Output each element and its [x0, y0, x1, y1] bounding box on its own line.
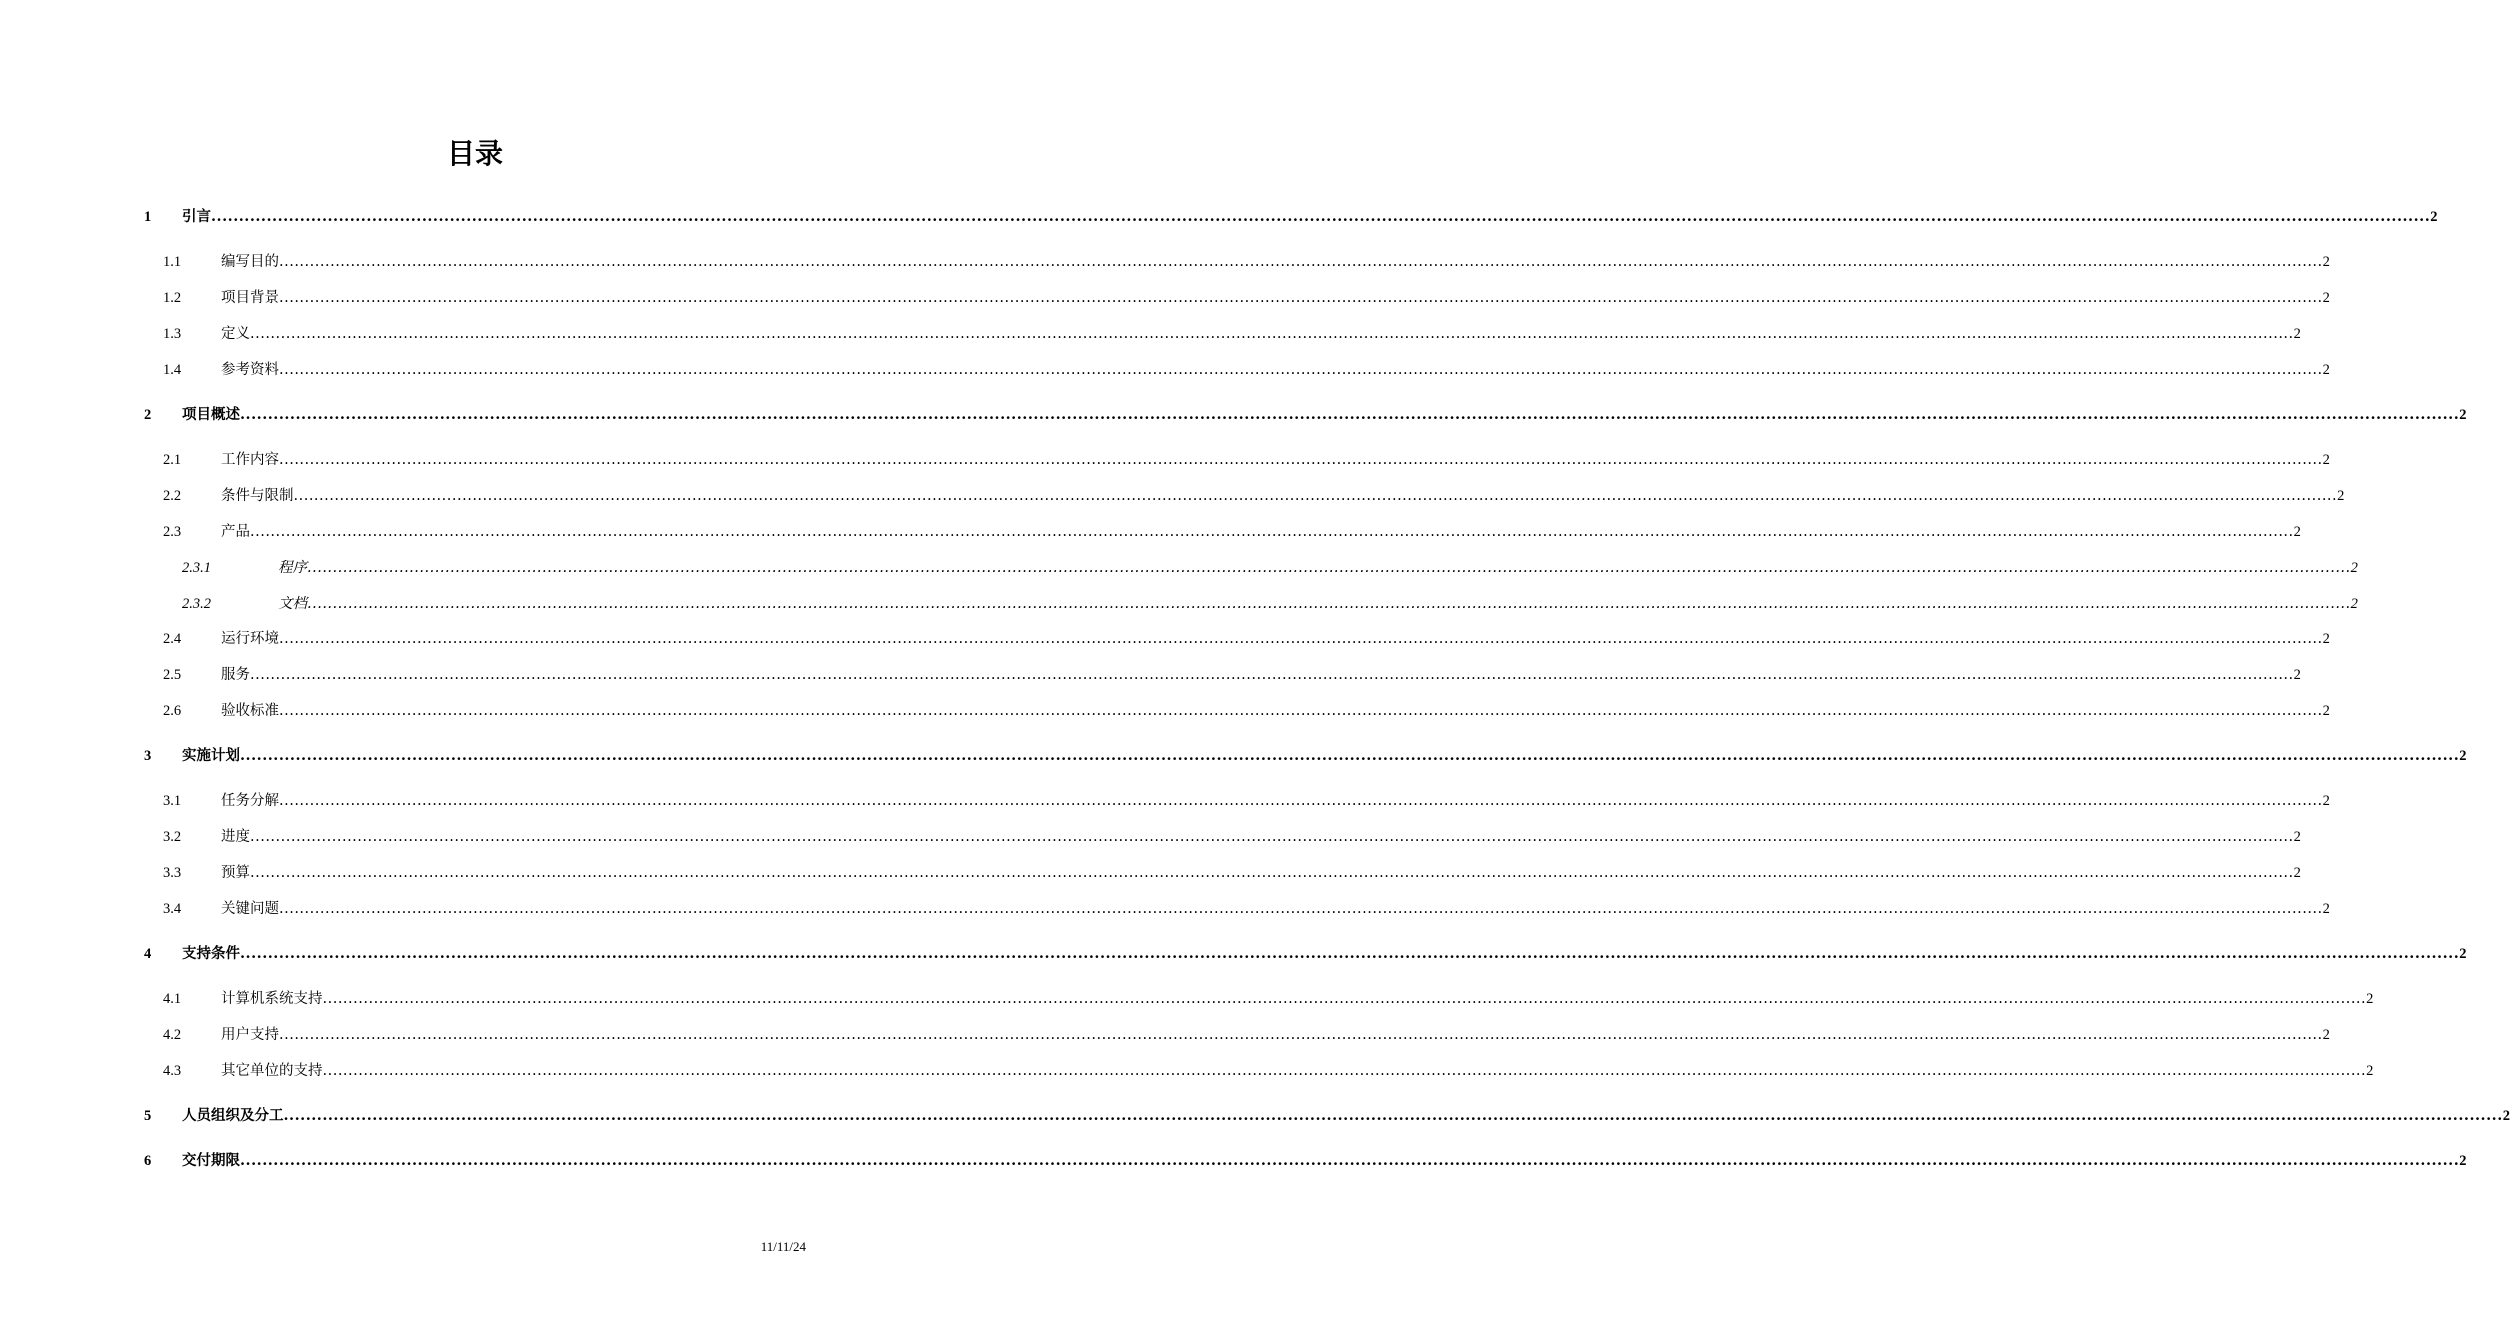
toc-entry[interactable] — [144, 207, 2438, 227]
footer-date: 11/11/24 — [760, 1239, 806, 1254]
toc-dot-leader: ................................................................................................................................................................................................................................................................................................................................................................................................................ — [240, 406, 2460, 423]
toc-entry-page-number: 2 — [2322, 901, 2330, 917]
toc-entry-title: 服务 — [221, 667, 250, 683]
toc-entry-page-number: 2 — [2322, 631, 2330, 647]
toc-entry[interactable] — [163, 665, 2301, 685]
toc-entry[interactable] — [144, 944, 2467, 964]
toc-entry-page-number: 2 — [2322, 703, 2330, 719]
toc-entry-number: 1.3 — [163, 326, 182, 342]
toc-dot-leader: ................................................................................................................................................................................................................................................................................................................................................................................................................ — [279, 631, 2323, 647]
toc-entry-page-number: 2 — [2293, 326, 2301, 342]
page-title: 目录 — [446, 137, 503, 170]
toc-entry-number: 4.3 — [163, 1063, 182, 1079]
toc-entry[interactable] — [163, 1061, 2374, 1081]
toc-entry-title: 进度 — [221, 829, 250, 845]
toc-entry-title: 文档 — [278, 596, 307, 612]
toc-dot-leader: ................................................................................................................................................................................................................................................................................................................................................................................................................ — [307, 596, 2351, 612]
toc-entry-page-number: 2 — [2322, 793, 2330, 809]
toc-entry-number: 3.2 — [163, 829, 182, 845]
toc-entry[interactable] — [182, 558, 2358, 578]
toc-entry[interactable] — [163, 629, 2330, 649]
toc-entry-page-number: 2 — [2366, 991, 2374, 1007]
toc-entry-number: 4.2 — [163, 1027, 182, 1043]
toc-entry-title: 关键问题 — [221, 901, 279, 917]
toc-entry-title: 引言 — [182, 208, 211, 225]
toc-entry[interactable] — [163, 486, 2345, 506]
toc-entry-number: 3.3 — [163, 865, 182, 881]
toc-entry-number: 2.4 — [163, 631, 182, 647]
toc-entry-page-number: 2 — [2322, 362, 2330, 378]
toc-entry[interactable] — [163, 1025, 2330, 1045]
toc-entry[interactable] — [144, 746, 2467, 766]
toc-entry-page-number: 2 — [2350, 560, 2358, 576]
toc-entry-number: 1 — [144, 209, 152, 225]
toc-entry-title: 工作内容 — [221, 452, 279, 468]
toc-entry-page-number: 2 — [2322, 254, 2330, 270]
toc-entry-page-number: 2 — [2322, 452, 2330, 468]
toc-dot-leader: ................................................................................................................................................................................................................................................................................................................................................................................................................ — [211, 208, 2431, 225]
toc-entry-number: 2.6 — [163, 703, 182, 719]
toc-entry-number: 4.1 — [163, 991, 182, 1007]
toc-entry-number: 2.2 — [163, 488, 182, 504]
toc-entry[interactable] — [163, 791, 2330, 811]
toc-entry-page-number: 2 — [2502, 1108, 2510, 1124]
toc-entry-page-number: 2 — [2430, 209, 2438, 225]
toc-entry-title: 计算机系统支持 — [221, 991, 323, 1007]
toc-entry-title: 实施计划 — [182, 747, 240, 764]
toc-entry-page-number: 2 — [2293, 865, 2301, 881]
toc-entry-page-number: 2 — [2459, 946, 2467, 962]
toc-entry[interactable] — [163, 324, 2301, 344]
toc-entry-page-number: 2 — [2366, 1063, 2374, 1079]
toc-entry-title: 项目背景 — [221, 290, 279, 306]
toc-entry-title: 支持条件 — [182, 945, 240, 962]
toc-entry-title: 条件与限制 — [221, 488, 294, 504]
toc-entry-page-number: 2 — [2459, 407, 2467, 423]
toc-dot-leader: ................................................................................................................................................................................................................................................................................................................................................................................................................ — [240, 1152, 2460, 1169]
toc-entry-number: 3 — [144, 748, 152, 764]
toc-entry[interactable] — [163, 863, 2301, 883]
toc-entry[interactable] — [163, 252, 2330, 272]
toc-dot-leader: ................................................................................................................................................................................................................................................................................................................................................................................................................ — [322, 991, 2367, 1007]
toc-entry-page-number: 2 — [2459, 1153, 2467, 1169]
toc-dot-leader: ................................................................................................................................................................................................................................................................................................................................................................................................................ — [250, 524, 2294, 540]
toc-entry-title: 产品 — [221, 524, 250, 540]
toc-dot-leader: ................................................................................................................................................................................................................................................................................................................................................................................................................ — [250, 326, 2294, 342]
toc-entry[interactable] — [144, 1106, 2510, 1126]
toc-dot-leader: ................................................................................................................................................................................................................................................................................................................................................................................................................ — [279, 290, 2323, 306]
toc-entry-page-number: 2 — [2293, 829, 2301, 845]
toc-entry-title: 项目概述 — [182, 406, 240, 423]
toc-dot-leader: ................................................................................................................................................................................................................................................................................................................................................................................................................ — [250, 865, 2294, 881]
toc-entry-number: 2.3 — [163, 524, 182, 540]
toc-entry-title: 验收标准 — [221, 703, 279, 719]
toc-entry-title: 运行环境 — [221, 631, 279, 647]
toc-dot-leader: ................................................................................................................................................................................................................................................................................................................................................................................................................ — [250, 829, 2294, 845]
toc-entry-title: 参考资料 — [221, 362, 279, 378]
toc-entry-title: 任务分解 — [221, 793, 279, 809]
toc-entry[interactable] — [144, 405, 2467, 425]
toc-entry-number: 3.1 — [163, 793, 182, 809]
toc-entry[interactable] — [163, 450, 2330, 470]
toc-dot-leader: ................................................................................................................................................................................................................................................................................................................................................................................................................ — [307, 560, 2351, 576]
toc-entry[interactable] — [163, 522, 2301, 542]
toc-entry-number: 2.1 — [163, 452, 182, 468]
toc-entry-number: 1.1 — [163, 254, 182, 270]
toc-entry[interactable] — [182, 594, 2358, 614]
toc-dot-leader: ................................................................................................................................................................................................................................................................................................................................................................................................................ — [250, 667, 2294, 683]
toc-dot-leader: ................................................................................................................................................................................................................................................................................................................................................................................................................ — [279, 362, 2323, 378]
toc-entry-title: 用户支持 — [221, 1027, 279, 1043]
toc-dot-leader: ................................................................................................................................................................................................................................................................................................................................................................................................................ — [283, 1107, 2503, 1124]
toc-entry-number: 2.3.2 — [182, 596, 211, 612]
toc-entry-title: 交付期限 — [182, 1152, 240, 1169]
toc-dot-leader: ................................................................................................................................................................................................................................................................................................................................................................................................................ — [240, 945, 2460, 962]
toc-entry-number: 1.2 — [163, 290, 182, 306]
toc-entry-page-number: 2 — [2322, 290, 2330, 306]
toc-entry-title: 定义 — [221, 326, 250, 342]
toc-dot-leader: ................................................................................................................................................................................................................................................................................................................................................................................................................ — [279, 901, 2323, 917]
toc-dot-leader: ................................................................................................................................................................................................................................................................................................................................................................................................................ — [279, 254, 2323, 270]
toc-dot-leader: ................................................................................................................................................................................................................................................................................................................................................................................................................ — [279, 703, 2323, 719]
toc-entry-page-number: 2 — [2337, 488, 2345, 504]
toc-entry-page-number: 2 — [2293, 524, 2301, 540]
toc-entry-number: 2 — [144, 407, 152, 423]
toc-dot-leader: ................................................................................................................................................................................................................................................................................................................................................................................................................ — [279, 1027, 2323, 1043]
toc-entry-page-number: 2 — [2350, 596, 2358, 612]
toc-entry-title: 其它单位的支持 — [221, 1063, 323, 1079]
toc-dot-leader: ................................................................................................................................................................................................................................................................................................................................................................................................................ — [279, 452, 2323, 468]
toc-entry[interactable] — [144, 1151, 2467, 1171]
toc-entry-number: 1.4 — [163, 362, 182, 378]
toc-entry-page-number: 2 — [2293, 667, 2301, 683]
toc-entry[interactable] — [163, 827, 2301, 847]
toc-entry[interactable] — [163, 288, 2330, 308]
toc-dot-leader: ................................................................................................................................................................................................................................................................................................................................................................................................................ — [279, 793, 2323, 809]
toc-entry[interactable] — [163, 360, 2330, 380]
toc-entry-title: 编写目的 — [221, 254, 279, 270]
toc-entry[interactable] — [163, 989, 2374, 1009]
toc-entry-number: 5 — [144, 1108, 152, 1124]
toc-entry-title: 程序 — [278, 560, 307, 576]
toc-entry-number: 4 — [144, 946, 152, 962]
toc-entry-number: 6 — [144, 1153, 152, 1169]
toc-entry-number: 2.5 — [163, 667, 182, 683]
toc-entry-page-number: 2 — [2459, 748, 2467, 764]
toc-entry[interactable] — [163, 899, 2330, 919]
toc-entry[interactable] — [163, 701, 2330, 721]
toc-entry-number: 2.3.1 — [182, 560, 211, 576]
toc-entry-title: 人员组织及分工 — [182, 1107, 284, 1124]
toc-entry-page-number: 2 — [2322, 1027, 2330, 1043]
toc-entry-number: 3.4 — [163, 901, 182, 917]
toc-dot-leader: ................................................................................................................................................................................................................................................................................................................................................................................................................ — [293, 488, 2338, 504]
toc-entry-title: 预算 — [221, 865, 250, 881]
toc-dot-leader: ................................................................................................................................................................................................................................................................................................................................................................................................................ — [322, 1063, 2367, 1079]
toc-dot-leader: ................................................................................................................................................................................................................................................................................................................................................................................................................ — [240, 747, 2460, 764]
